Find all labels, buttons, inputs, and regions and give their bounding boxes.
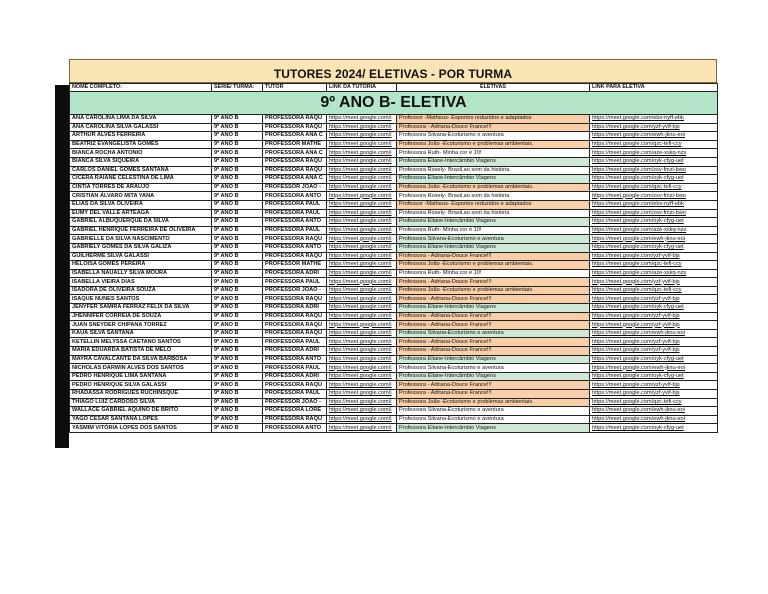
student-tutor: PROFESSORA PAUL — [263, 200, 327, 209]
eletiva-link[interactable]: https://meet.google.com/yzf-yvif-bjs — [590, 381, 718, 390]
eletiva-name: Professor -Matheus- Esportes reduzidos e adaptados — [397, 200, 590, 209]
student-serie: 9º ANO B — [212, 407, 263, 416]
student-tutor: PROFESSORA ADRI — [263, 372, 327, 381]
eletiva-name: Professora Rosely- Brasil,ao som da história — [397, 166, 590, 175]
tutoria-link[interactable]: https://meet.google.com/i — [327, 115, 397, 124]
eletiva-link[interactable]: https://meet.google.com/ewh-jknu-eoi — [590, 364, 718, 373]
eletiva-link[interactable]: https://meet.google.com/oyk-cfyg-uet — [590, 424, 718, 433]
student-serie: 9º ANO B — [212, 390, 263, 399]
eletiva-link[interactable]: https://meet.google.com/yzf-yvif-bjs — [590, 338, 718, 347]
tutoria-link[interactable]: https://meet.google.com/i — [327, 209, 397, 218]
header-row — [70, 84, 718, 92]
eletiva-name: Professora Ruth- Minha cor é 10! — [397, 149, 590, 158]
student-tutor: PROFESSORA RAQU — [263, 381, 327, 390]
eletiva-link[interactable]: https://meet.google.com/ewh-jknu-eoi — [590, 235, 718, 244]
header-elink: LINK PARA ELETIVA — [590, 84, 718, 92]
tutoria-link[interactable]: https://meet.google.com/i — [327, 372, 397, 381]
table-row — [70, 364, 718, 373]
header-name: NOME COMPLETO: — [70, 84, 212, 92]
table-row — [70, 157, 718, 166]
class-banner-row — [70, 92, 718, 115]
tutoria-link[interactable]: https://meet.google.com/i — [327, 347, 397, 356]
student-serie: 9º ANO B — [212, 329, 263, 338]
student-name: GABRIEL HENRIQUE FERREIRA DE OLIVEIRA — [70, 226, 212, 235]
eletiva-name: Professora Eliane-Intercâmbio Viagens — [397, 424, 590, 433]
student-name: HELOISA GOMES PEREIRA — [70, 261, 212, 270]
student-name: YASMIM VITÓRIA LOPES DOS SANTOS — [70, 424, 212, 433]
eletiva-name: Professora Silvana-Ecoturismo e aventura — [397, 329, 590, 338]
student-serie: 9º ANO B — [212, 157, 263, 166]
eletiva-name: Professor -Matheus- Esportes reduzidos e adaptados — [397, 115, 590, 124]
student-tutor: PROFESSORA ANTO — [263, 243, 327, 252]
tutoria-link[interactable]: https://meet.google.com/i — [327, 183, 397, 192]
student-name: KETELLIN MELYSSA CAETANO SANTOS — [70, 338, 212, 347]
tutoria-link[interactable]: https://meet.google.com/i — [327, 415, 397, 424]
eletiva-link[interactable]: https://meet.google.com/ewh-jknu-eoi — [590, 415, 718, 424]
eletiva-link[interactable]: https://meet.google.com/oyk-cfyg-uet — [590, 175, 718, 184]
table-row — [70, 261, 718, 270]
tutoria-link[interactable]: https://meet.google.com/i — [327, 424, 397, 433]
student-serie: 9º ANO B — [212, 252, 263, 261]
eletiva-link[interactable]: https://meet.google.com/qzc-tefi-ccy — [590, 286, 718, 295]
eletiva-link[interactable]: https://meet.google.com/yzf-yvif-bjs — [590, 278, 718, 287]
tutoria-link[interactable]: https://meet.google.com/i — [327, 140, 397, 149]
student-serie: 9º ANO B — [212, 123, 263, 132]
student-name: ISADORA DE OLIVEIRA SOUZA — [70, 286, 212, 295]
student-serie: 9º ANO B — [212, 295, 263, 304]
eletiva-name: Professora João -Ecoturismo e problemas ambientais. — [397, 398, 590, 407]
student-serie: 9º ANO B — [212, 183, 263, 192]
student-serie: 9º ANO B — [212, 304, 263, 313]
student-name: ISABELLA VIEIRA DIAS — [70, 278, 212, 287]
table-row — [70, 140, 718, 149]
table-row — [70, 398, 718, 407]
student-tutor: PROFESSORA RAQU — [263, 166, 327, 175]
eletiva-link[interactable]: https://meet.google.com/oyk-cfyg-uet — [590, 372, 718, 381]
student-name: PEDRO HENRIQUE LIMA SANTANA — [70, 372, 212, 381]
tutoria-link[interactable]: https://meet.google.com/i — [327, 132, 397, 141]
eletiva-link[interactable]: https://meet.google.com/aze-xskq-nzs — [590, 269, 718, 278]
eletiva-name: Professora - Adriana-Douce France!!! — [397, 381, 590, 390]
student-tutor: PROFESSORA RAQU — [263, 115, 327, 124]
eletiva-link[interactable]: https://meet.google.com/qzc-tefi-ccy — [590, 140, 718, 149]
student-serie: 9º ANO B — [212, 140, 263, 149]
tutoria-link[interactable]: https://meet.google.com/i — [327, 166, 397, 175]
eletiva-link[interactable]: https://meet.google.com/ebx-nyff-ebk — [590, 200, 718, 209]
student-name: BIANCA SILVA SIQUEIRA — [70, 157, 212, 166]
table-row — [70, 183, 718, 192]
tutoria-link[interactable]: https://meet.google.com/i — [327, 398, 397, 407]
table-row — [70, 115, 718, 124]
student-name: BEATRIZ EVANGELISTA GOMES — [70, 140, 212, 149]
eletiva-name: Professora - Adriana-Douce France!!! — [397, 252, 590, 261]
eletiva-name: Professora João -Ecoturismo e problemas ambientais. — [397, 286, 590, 295]
eletiva-link[interactable]: https://meet.google.com/qzc-tefi-ccy — [590, 261, 718, 270]
student-serie: 9º ANO B — [212, 312, 263, 321]
tutoria-link[interactable]: https://meet.google.com/i — [327, 304, 397, 313]
student-serie: 9º ANO B — [212, 278, 263, 287]
eletiva-name: Professora João -Ecoturismo e problemas ambientais. — [397, 261, 590, 270]
table-row — [70, 278, 718, 287]
tutoria-link[interactable]: https://meet.google.com/i — [327, 226, 397, 235]
student-serie: 9º ANO B — [212, 132, 263, 141]
student-serie: 9º ANO B — [212, 355, 263, 364]
table-row — [70, 424, 718, 433]
tutoria-link[interactable]: https://meet.google.com/i — [327, 407, 397, 416]
table-row — [70, 192, 718, 201]
student-serie: 9º ANO B — [212, 321, 263, 330]
student-name: WALLACE GABRIEL AQUINO DE BRITO — [70, 407, 212, 416]
tutoria-link[interactable]: https://meet.google.com/i — [327, 286, 397, 295]
eletiva-name: Professora Eliane-Intercâmbio Viagens — [397, 372, 590, 381]
table-row — [70, 304, 718, 313]
eletiva-name: Professora - Adriana-Douce France!!! — [397, 312, 590, 321]
eletiva-name: Professora - Adriana-Douce France!!! — [397, 295, 590, 304]
student-serie: 9º ANO B — [212, 381, 263, 390]
table-row — [70, 286, 718, 295]
student-tutor: PROFESSORA ANA C — [263, 132, 327, 141]
student-tutor: PROFESSOR JOÃO - — [263, 183, 327, 192]
table-row — [70, 312, 718, 321]
tutoria-link[interactable]: https://meet.google.com/i — [327, 355, 397, 364]
student-name: NICHOLAS DARWIN ALVES DOS SANTOS — [70, 364, 212, 373]
header-tutor: TUTOR — [263, 84, 327, 92]
student-tutor: PROFESSOR MATHE — [263, 140, 327, 149]
sheet-title: TUTORES 2024/ ELETIVAS - POR TURMA — [69, 59, 717, 83]
table-row — [70, 166, 718, 175]
student-serie: 9º ANO B — [212, 286, 263, 295]
table-row — [70, 200, 718, 209]
student-tutor: PROFESSORA PAUL — [263, 209, 327, 218]
student-tutor: PROFESSORA PAUL — [263, 226, 327, 235]
eletiva-link[interactable]: https://meet.google.com/aze-xskq-nzs — [590, 226, 718, 235]
student-serie: 9º ANO B — [212, 226, 263, 235]
student-name: ISAQUE NUNES SANTOS — [70, 295, 212, 304]
eletiva-link[interactable]: https://meet.google.com/zsv-fmzi-bwo — [590, 209, 718, 218]
student-tutor: PROFESSORA RAQU — [263, 235, 327, 244]
tutoria-link[interactable]: https://meet.google.com/i — [327, 338, 397, 347]
table-row — [70, 123, 718, 132]
tutoria-link[interactable]: https://meet.google.com/i — [327, 364, 397, 373]
student-name: KAUÃ SILVA SANTANA — [70, 329, 212, 338]
table-row — [70, 415, 718, 424]
eletiva-name: Professora Silvana-Ecoturismo e aventura — [397, 415, 590, 424]
student-name: JUAN SNEYDER CHIPANA TORREZ — [70, 321, 212, 330]
table-row — [70, 355, 718, 364]
table-row — [70, 226, 718, 235]
eletiva-link[interactable]: https://meet.google.com/zsv-fmzi-bwo — [590, 166, 718, 175]
student-tutor: PROFESSORA RAQU — [263, 321, 327, 330]
student-tutor: PROFESSORA RAQU — [263, 415, 327, 424]
tutoria-link[interactable]: https://meet.google.com/i — [327, 218, 397, 227]
table-row — [70, 243, 718, 252]
tutoria-link[interactable]: https://meet.google.com/i — [327, 278, 397, 287]
student-name: JENYFER SAMIRA FERRAZ FELIX DA SILVA — [70, 304, 212, 313]
table-row — [70, 381, 718, 390]
student-name: JHENNIFER CORREIA DE SOUZA — [70, 312, 212, 321]
table-row — [70, 338, 718, 347]
student-tutor: PROFESSORA ANTO — [263, 355, 327, 364]
student-name: ANA CAROLINA LIMA DA SILVA — [70, 115, 212, 124]
student-name: EUMY DEL VALLE ARTEAGA — [70, 209, 212, 218]
table-row — [70, 295, 718, 304]
eletiva-link[interactable]: https://meet.google.com/ewh-jknu-eoi — [590, 329, 718, 338]
student-name: GABRIELY GOMES DA SILVA GALIZA — [70, 243, 212, 252]
student-name: ISABELLA NAUALLY SILVA MOURA — [70, 269, 212, 278]
table-row — [70, 390, 718, 399]
student-tutor: PROFESSORA ADRI — [263, 304, 327, 313]
eletiva-link[interactable]: https://meet.google.com/oyk-cfyg-uet — [590, 243, 718, 252]
eletiva-link[interactable]: https://meet.google.com/yzf-yvif-bjs — [590, 295, 718, 304]
eletiva-link[interactable]: https://meet.google.com/oyk-cfyg-uet — [590, 218, 718, 227]
left-black-bar — [55, 85, 69, 448]
student-serie: 9º ANO B — [212, 424, 263, 433]
tutoria-link[interactable]: https://meet.google.com/i — [327, 329, 397, 338]
student-name: GUILHERME SILVA GALASSI — [70, 252, 212, 261]
tutoria-link[interactable]: https://meet.google.com/i — [327, 252, 397, 261]
student-serie: 9º ANO B — [212, 235, 263, 244]
student-name: ANA CAROLINA SILVA GALASSI — [70, 123, 212, 132]
eletiva-name: Professora João -Ecoturismo e problemas ambientais. — [397, 183, 590, 192]
tutoria-link[interactable]: https://meet.google.com/i — [327, 295, 397, 304]
student-name: THIAGO LUIZ CARDOSO SILVA — [70, 398, 212, 407]
student-tutor: PROFESSOR JOÃO - — [263, 398, 327, 407]
table-row — [70, 132, 718, 141]
eletiva-name: Professora Eliane-Intercâmbio Viagens — [397, 243, 590, 252]
class-banner: 9º ANO B- ELETIVA — [70, 92, 718, 115]
eletiva-link[interactable]: https://meet.google.com/zsv-fmzi-bwo — [590, 192, 718, 201]
table-row — [70, 329, 718, 338]
student-serie: 9º ANO B — [212, 166, 263, 175]
student-serie: 9º ANO B — [212, 398, 263, 407]
eletiva-link[interactable]: https://meet.google.com/qzc-tefi-ccy — [590, 398, 718, 407]
table-row — [70, 269, 718, 278]
eletiva-name: Professora Silvana-Ecoturismo e aventura — [397, 132, 590, 141]
eletiva-link[interactable]: https://meet.google.com/ewh-jknu-eoi — [590, 407, 718, 416]
eletiva-name: Professora Rosely- Brasil,ao som da história — [397, 209, 590, 218]
student-tutor: PROFESSOR MATHE — [263, 261, 327, 270]
eletiva-name: Professora Silvana-Ecoturismo e aventura — [397, 364, 590, 373]
table-row — [70, 218, 718, 227]
table-row — [70, 175, 718, 184]
eletiva-name: Professora - Adriana-Douce France!!! — [397, 278, 590, 287]
student-tutor: PROFESSOR JOÃO - — [263, 286, 327, 295]
eletiva-name: Professora Eliane-Intercâmbio Viagens — [397, 355, 590, 364]
student-serie: 9º ANO B — [212, 192, 263, 201]
student-name: RHADASSA RODRIGUES RUCHINSQUE — [70, 390, 212, 399]
student-tutor: PROFESSORA ANA C — [263, 175, 327, 184]
eletiva-name: Professora Ruth- Minha cor é 10! — [397, 269, 590, 278]
student-serie: 9º ANO B — [212, 149, 263, 158]
table-row — [70, 235, 718, 244]
student-serie: 9º ANO B — [212, 200, 263, 209]
student-serie: 9º ANO B — [212, 209, 263, 218]
student-serie: 9º ANO B — [212, 175, 263, 184]
eletiva-name: Professora Ruth- Minha cor é 10! — [397, 226, 590, 235]
eletiva-name: Professora Eliane-Intercâmbio Viagens — [397, 157, 590, 166]
tutoria-link[interactable]: https://meet.google.com/i — [327, 123, 397, 132]
eletiva-link[interactable]: https://meet.google.com/yzf-yvif-bjs — [590, 347, 718, 356]
student-serie: 9º ANO B — [212, 261, 263, 270]
eletiva-name: Professora Eliane-Intercâmbio Viagens — [397, 175, 590, 184]
student-name: GABRIEL ALBUQUERQUE DA SILVA — [70, 218, 212, 227]
table-row — [70, 209, 718, 218]
student-tutor: PROFESSORA RAQU — [263, 123, 327, 132]
eletiva-link[interactable]: https://meet.google.com/oyk-cfyg-uet — [590, 304, 718, 313]
tutoria-link[interactable]: https://meet.google.com/i — [327, 390, 397, 399]
eletiva-link[interactable]: https://meet.google.com/ewh-jknu-eoi — [590, 132, 718, 141]
tutoria-link[interactable]: https://meet.google.com/i — [327, 157, 397, 166]
eletiva-name: Professora - Adriana-Douce France!!! — [397, 321, 590, 330]
student-serie: 9º ANO B — [212, 364, 263, 373]
student-name: CICERA RAIANE CELESTINA DE LIMA — [70, 175, 212, 184]
table-row — [70, 321, 718, 330]
tutoria-link[interactable]: https://meet.google.com/i — [327, 312, 397, 321]
table-row — [70, 252, 718, 261]
student-tutor: PROFESSORA RAQU — [263, 329, 327, 338]
student-tutor: PROFESSORA PAUL — [263, 338, 327, 347]
student-tutor: PROFESSORA ANTO — [263, 424, 327, 433]
tutoria-link[interactable]: https://meet.google.com/i — [327, 321, 397, 330]
student-serie: 9º ANO B — [212, 372, 263, 381]
eletiva-name: Professora - Adriana-Douce France!!! — [397, 123, 590, 132]
eletiva-link[interactable]: https://meet.google.com/yzf-yvif-bjs — [590, 312, 718, 321]
tutoria-link[interactable]: https://meet.google.com/i — [327, 149, 397, 158]
eletiva-link[interactable]: https://meet.google.com/qzc-tefi-ccy — [590, 183, 718, 192]
eletiva-name: Professora Silvana-Ecoturismo e aventura — [397, 235, 590, 244]
table-row — [70, 149, 718, 158]
student-serie: 9º ANO B — [212, 218, 263, 227]
tutoria-link[interactable]: https://meet.google.com/i — [327, 269, 397, 278]
student-name: BIANCA ROCHA ANTONIO — [70, 149, 212, 158]
student-tutor: PROFESSORA RAQU — [263, 252, 327, 261]
eletiva-link[interactable]: https://meet.google.com/yzf-yvif-bjs — [590, 390, 718, 399]
student-tutor: PROFESSORA ADRI — [263, 269, 327, 278]
eletiva-name: Professora João -Ecoturismo e problemas ambientais. — [397, 140, 590, 149]
student-name: ELIAS DA SILVA OLIVEIRA — [70, 200, 212, 209]
student-tutor: PROFESSORA ANA C — [263, 149, 327, 158]
student-serie: 9º ANO B — [212, 415, 263, 424]
student-name: CARLOS DANIEL GOMES SANTANA — [70, 166, 212, 175]
student-serie: 9º ANO B — [212, 347, 263, 356]
eletiva-name: Professora Rosely- Brasil,ao som da história — [397, 192, 590, 201]
student-serie: 9º ANO B — [212, 338, 263, 347]
eletiva-name: Professora Eliane-Intercâmbio Viagens — [397, 218, 590, 227]
student-tutor: PROFESSORA ANTO — [263, 218, 327, 227]
eletiva-link[interactable]: https://meet.google.com/yzf-yvif-bjs — [590, 321, 718, 330]
student-tutor: PROFESSORA PAUL — [263, 364, 327, 373]
eletiva-link[interactable]: https://meet.google.com/oyk-cfyg-uet — [590, 355, 718, 364]
eletiva-link[interactable]: https://meet.google.com/aze-xskq-nzs — [590, 149, 718, 158]
tutoria-link[interactable]: https://meet.google.com/i — [327, 192, 397, 201]
tutoria-link[interactable]: https://meet.google.com/i — [327, 235, 397, 244]
student-name: GABRIELLE DA SILVA NASCIMENTO — [70, 235, 212, 244]
table-row — [70, 407, 718, 416]
eletiva-link[interactable]: https://meet.google.com/yzf-yvif-bjs — [590, 252, 718, 261]
student-tutor: PROFESSORA ADRI — [263, 347, 327, 356]
eletiva-name: Professora - Adriana-Douce France!!! — [397, 347, 590, 356]
eletiva-name: Professora Eliane-Intercâmbio Viagens — [397, 304, 590, 313]
eletiva-link[interactable]: https://meet.google.com/yzf-yvif-bjs — [590, 123, 718, 132]
student-name: MAYRA CAVALCANTE DA SILVA BARBOSA — [70, 355, 212, 364]
student-serie: 9º ANO B — [212, 269, 263, 278]
header-link: LINK DA TUTORIA — [327, 84, 397, 92]
table-row — [70, 347, 718, 356]
student-serie: 9º ANO B — [212, 115, 263, 124]
student-name: MARIA EDUARDA BATISTA DE MELO — [70, 347, 212, 356]
student-name: CINTIA TORRES DE ARAUJO — [70, 183, 212, 192]
eletiva-name: Professora Silvana-Ecoturismo e aventura — [397, 407, 590, 416]
student-tutor: PROFESSORA LORE — [263, 407, 327, 416]
student-tutor: PROFESSORA ANTO — [263, 192, 327, 201]
student-tutor: PROFESSORA RAQU — [263, 312, 327, 321]
student-name: YAGO CESAR SANTANA LOPES — [70, 415, 212, 424]
student-name: ARTHUR ALVES FERREIRA — [70, 132, 212, 141]
student-tutor: PROFESSORA PAUL — [263, 278, 327, 287]
tutoria-link[interactable]: https://meet.google.com/i — [327, 243, 397, 252]
header-serie: SÉRIE/ TURMA: — [212, 84, 263, 92]
student-tutor: PROFESSORA RAQU — [263, 295, 327, 304]
tutoria-link[interactable]: https://meet.google.com/i — [327, 175, 397, 184]
student-name: PEDRO HENRIQUE SILVA GALASSI — [70, 381, 212, 390]
student-tutor: PROFESSORA PAUL — [263, 390, 327, 399]
eletiva-link[interactable]: https://meet.google.com/oyk-cfyg-uet — [590, 157, 718, 166]
student-tutor: PROFESSORA RAQU — [263, 157, 327, 166]
students-table — [69, 83, 718, 433]
tutoria-link[interactable]: https://meet.google.com/i — [327, 200, 397, 209]
table-row — [70, 372, 718, 381]
student-serie: 9º ANO B — [212, 243, 263, 252]
tutoria-link[interactable]: https://meet.google.com/i — [327, 381, 397, 390]
tutoria-link[interactable]: https://meet.google.com/i — [327, 261, 397, 270]
eletiva-link[interactable]: https://meet.google.com/ebx-nyff-ebk — [590, 115, 718, 124]
student-name: CRISTIAN ÁLVARO MITA YANA — [70, 192, 212, 201]
header-eletiva: ELETIVAS — [397, 84, 590, 92]
eletiva-name: Professora - Adriana-Douce France!!! — [397, 390, 590, 399]
eletiva-name: Professora - Adriana-Douce France!!! — [397, 338, 590, 347]
